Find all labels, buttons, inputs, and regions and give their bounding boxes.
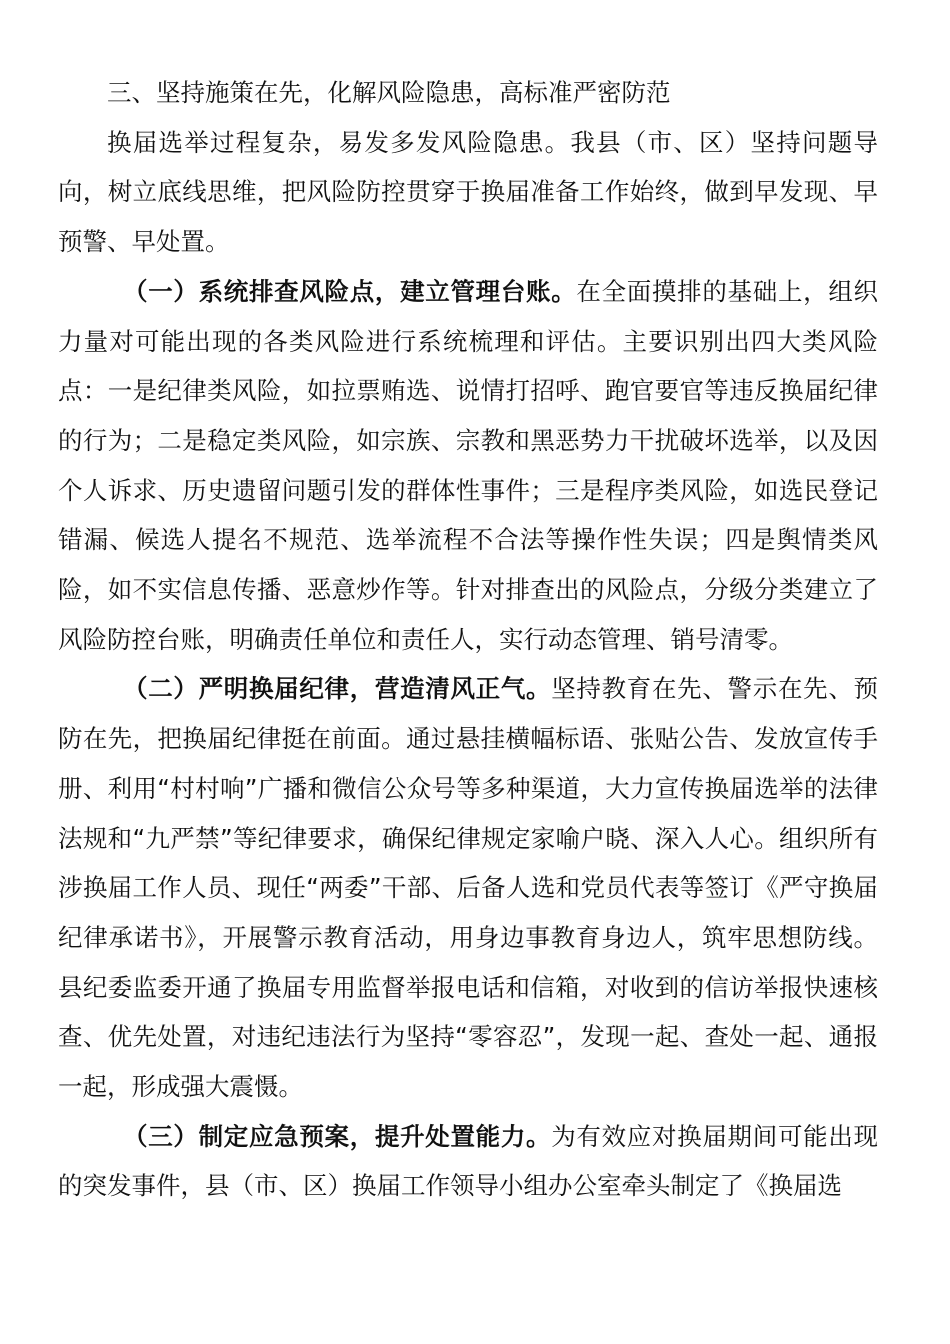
subsection-2 — [58, 664, 878, 1111]
subsection-1-title: （一）系统排查风险点，建立管理台账。 — [123, 276, 577, 306]
subsection-3-title: （三）制定应急预案，提升处置能力。 — [123, 1121, 552, 1151]
section-intro: 换届选举过程复杂，易发多发风险隐患。我县（市、区）坚持问题导向，树立底线思维，把风险防控贯穿于换届准备工作始终，做到早发现、早预警、早处置。 — [58, 127, 878, 257]
subsection-3 — [58, 1112, 878, 1211]
subsection-2-title: （二）严明换届纪律，营造清风正气。 — [123, 674, 552, 704]
subsection-1-body: 在全面摸排的基础上，组织力量对可能出现的各类风险进行系统梳理和评估。主要识别出四大类风险点：一是纪律类风险，如拉票贿选、说情打招呼、跑官要官等违反换届纪律的行为；二是稳定类风险，如宗族、宗教和黑恶势力干扰破坏选举，以及因个人诉求、历史遗留问题引发的群体性事件；三是程序类风险，如选民登记错漏、候选人提名不规范、选举流程不合法等操作性失误；四是舆情类风险，如不实信息传播、恶意炒作等。针对排查出的风险点，分级分类建立了风险防控台账，明确责任单位和责任人，实行动态管理、销号清零。 — [58, 276, 879, 654]
section-heading: 三、坚持施策在先，化解风险隐患，高标准严密防范 — [107, 78, 671, 107]
subsection-1 — [58, 267, 878, 665]
subsection-3-body: 为有效应对换届期间可能出现的突发事件，县（市、区）换届工作领导小组办公室牵头制定了《换届选 — [58, 1121, 879, 1201]
subsection-2-body: 坚持教育在先、警示在先、预防在先，把换届纪律挺在前面。通过悬挂横幅标语、张贴公告、发放宣传手册、利用“村村响”广播和微信公众号等多种渠道，大力宣传换届选举的法律法规和“九严禁”等纪律要求，确保纪律规定家喻户晓、深入人心。组织所有涉换届工作人员、现任“两委”干部、后备人选和党员代表等签订《严守换届纪律承诺书》，开展警示教育活动，用身边事教育身边人，筑牢思想防线。县纪委监委开通了换届专用监督举报电话和信箱，对收到的信访举报快速核查、优先处置，对违纪违法行为坚持“零容忍”，发现一起、查处一起、通报一起，形成强大震慑。 — [58, 674, 879, 1102]
document-page — [58, 68, 878, 1211]
